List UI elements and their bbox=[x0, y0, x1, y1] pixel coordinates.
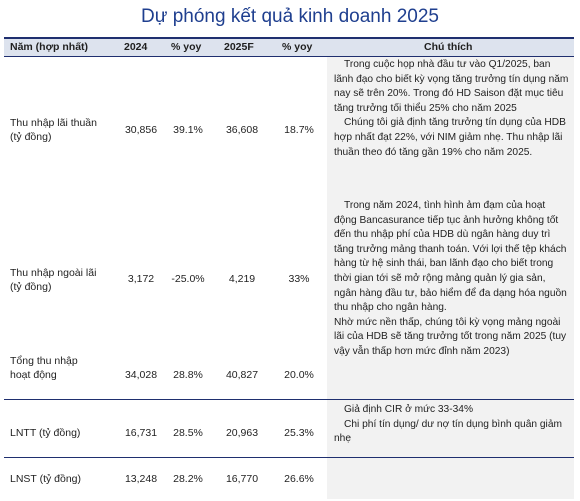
row-label: Thu nhập lãi thuần (tỷ đồng) bbox=[10, 117, 97, 143]
header-2025f: 2025F bbox=[224, 41, 254, 53]
header-metric: Năm (hợp nhất) bbox=[10, 41, 89, 53]
cell-yoy-2025: 20.0% bbox=[284, 369, 314, 381]
cell-2024: 13,248 bbox=[124, 473, 158, 485]
cell-2025f: 4,219 bbox=[228, 273, 256, 285]
table-header bbox=[4, 39, 574, 57]
row-label: Tổng thu nhập hoạt động bbox=[10, 355, 78, 381]
cell-yoy-2024: 28.8% bbox=[173, 369, 203, 381]
cell-yoy-2024: 28.5% bbox=[173, 427, 203, 439]
header-yoy-2024: % yoy bbox=[171, 41, 202, 53]
cell-2024: 3,172 bbox=[127, 273, 155, 285]
row-label: LNTT (tỷ đồng) bbox=[10, 427, 81, 439]
header-yoy-2025: % yoy bbox=[282, 41, 313, 53]
header-note: Chú thích bbox=[424, 41, 473, 53]
row-label: LNST (tỷ đồng) bbox=[10, 473, 82, 485]
cell-yoy-2024: 39.1% bbox=[173, 124, 203, 136]
cell-yoy-2025: 26.6% bbox=[284, 473, 314, 485]
cell-2025f: 40,827 bbox=[225, 369, 259, 381]
note-3: Giả định CIR ở mức 33-34% Chi phí tín dụng/ dư nợ tín dụng bình quân giảm nhẹ bbox=[334, 404, 562, 445]
cell-yoy-2025: 18.7% bbox=[284, 124, 314, 136]
row-label: Thu nhập ngoài lãi (tỷ đồng) bbox=[10, 267, 97, 293]
row-divider bbox=[4, 399, 574, 400]
row-divider bbox=[4, 457, 574, 458]
cell-2025f: 20,963 bbox=[225, 427, 259, 439]
cell-2024: 16,731 bbox=[124, 427, 158, 439]
cell-2024: 30,856 bbox=[124, 124, 158, 136]
note-1: Trong cuộc họp nhà đầu tư vào Q1/2025, ban lãnh đạo cho biết kỳ vọng tăng trưởng tín dụng năm nay sẽ trên 20%. Trong đó HD Saison đặt mục tiêu tăng trưởng tối thiểu 25% cho năm 2025 Chúng tôi giả định tăng trưởng tín dụng của HDB hợp nhất đạt 22%, với NIM giảm nhẹ. Thu nhập lãi thuần theo đó tăng gần 19% cho năm 2025. bbox=[334, 59, 569, 158]
cell-yoy-2025: 33% bbox=[288, 273, 310, 285]
cell-2025f: 36,608 bbox=[225, 124, 259, 136]
cell-yoy-2025: 25.3% bbox=[284, 427, 314, 439]
cell-2025f: 16,770 bbox=[225, 473, 259, 485]
page-title: Dự phóng kết quả kinh doanh 2025 bbox=[141, 6, 439, 27]
cell-2024: 34,028 bbox=[124, 369, 158, 381]
header-2024: 2024 bbox=[124, 41, 148, 53]
forecast-table bbox=[4, 37, 574, 499]
note-2: Trong năm 2024, tình hình ảm đạm của hoạt động Bancasurance tiếp tục ảnh hưởng không tốt đến thu nhập phí của HDB dù ngân hàng duy trì tăng trưởng mảng thanh toán. Với lợi thế tệp khách hàng từ hệ sinh thái, ban lãnh đạo cho biết trong thời gian tới sẽ mở rộng mảng quản lý gia sản, ngân hàng đầu tư, bảo hiểm để đa dạng hóa nguồn thu nhập cho ngân hàng. Nhờ mức nền thấp, chúng tôi kỳ vọng mảng ngoài lãi của HDB sẽ tăng trưởng tốt trong năm 2025 (tuy vậy vẫn thấp hơn mức đỉnh năm 2023) bbox=[334, 200, 567, 357]
cell-yoy-2024: -25.0% bbox=[171, 273, 205, 285]
cell-yoy-2024: 28.2% bbox=[173, 473, 203, 485]
